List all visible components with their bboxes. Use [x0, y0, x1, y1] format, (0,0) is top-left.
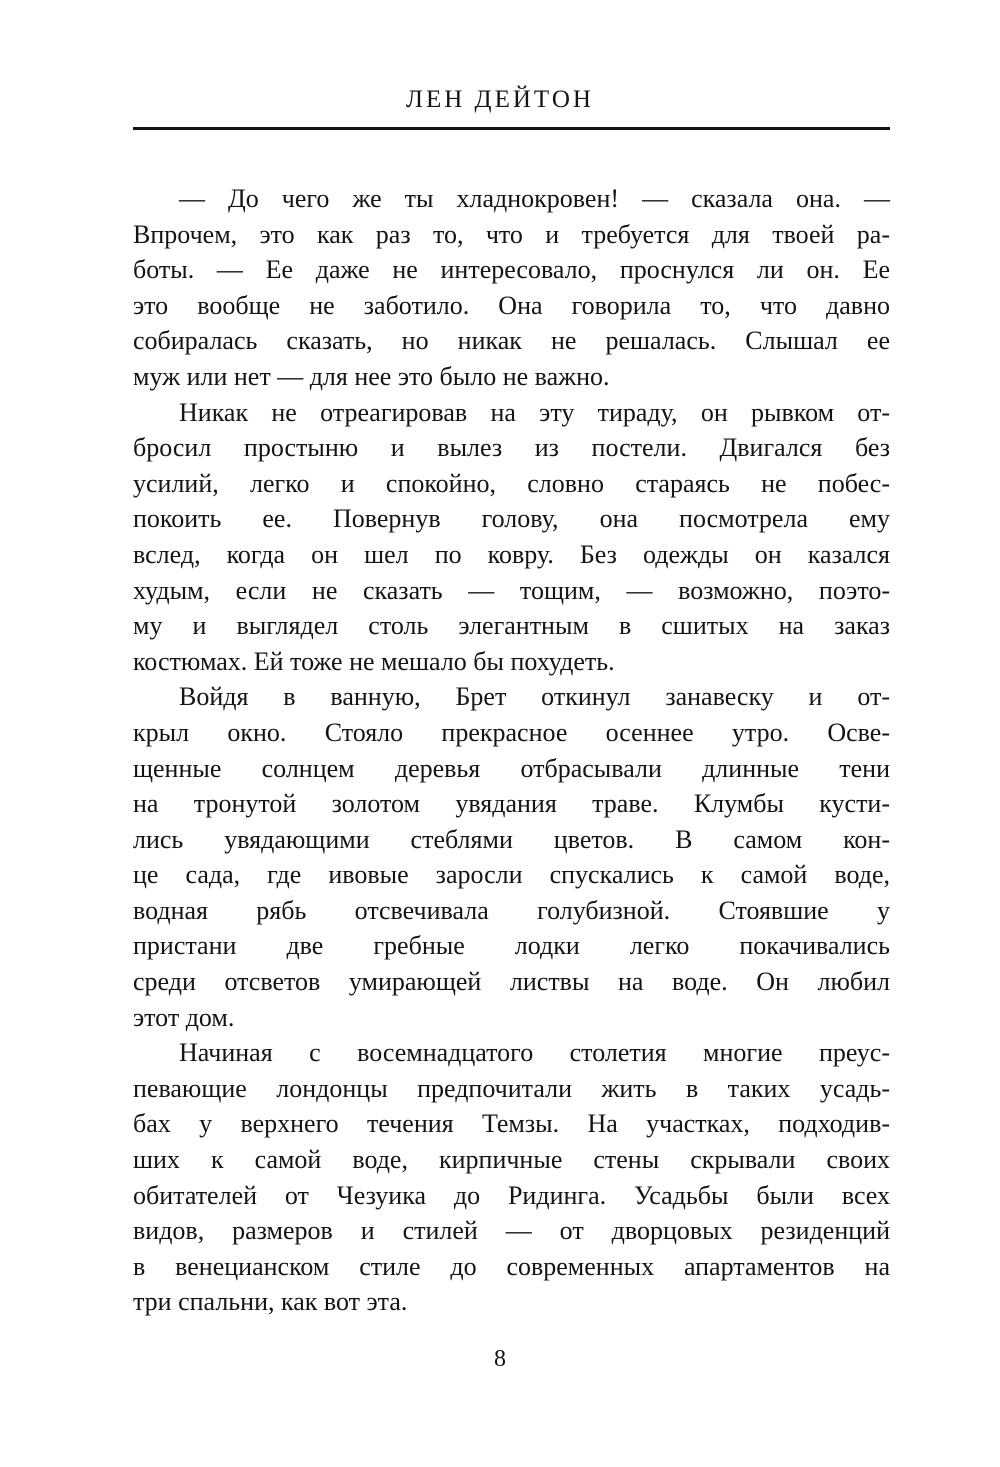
text-line: три спальни, как вот эта. — [133, 1287, 408, 1317]
text-line: — До чего же ты хладнокровен! — сказала она. — — [179, 184, 890, 213]
text-line: му и выглядел столь элегантным в сшитых на заказ — [133, 611, 890, 641]
page-number: 8 — [494, 1346, 506, 1372]
text-line: костюмах. Ей тоже не мешало бы похудеть. — [133, 646, 615, 676]
text-line: худым, если не сказать — тощим, — возможно, поэто- — [133, 575, 890, 605]
text-line: в венецианском стиле до современных апартаментов на — [133, 1251, 890, 1281]
text-line: муж или нет — для нее это было не важно. — [133, 361, 610, 391]
text-line: Войдя в ванную, Брет откинул занавеску и от- — [179, 682, 890, 712]
paragraph — [133, 679, 890, 1035]
text-line: певающие лондонцы предпочитали жить в таких усадь- — [133, 1073, 890, 1103]
text-line: пристани две гребные лодки легко покачивались — [133, 931, 890, 961]
text-line: Никак не отреагировав на эту тираду, он рывком от- — [179, 397, 890, 427]
header-rule — [133, 127, 890, 130]
text-line: среди отсветов умирающей листвы на воде. Он любил — [133, 967, 890, 997]
body-text — [133, 181, 890, 1320]
text-line: щенные солнцем деревья отбрасывали длинные тени — [133, 753, 890, 783]
text-line: лись увядающими стеблями цветов. В самом кон- — [133, 824, 890, 854]
text-line: ших к самой воде, кирпичные стены скрывали своих — [133, 1145, 890, 1175]
paragraph — [133, 395, 890, 680]
text-line: бах у верхнего течения Темзы. На участках, подходив- — [133, 1109, 890, 1139]
paragraph — [133, 1035, 890, 1320]
text-line: обитателей от Чезуика до Ридинга. Усадьбы были всех — [133, 1180, 890, 1210]
text-line: водная рябь отсвечивала голубизной. Стоявшие у — [133, 895, 890, 925]
text-line: боты. — Ее даже не интересовало, проснулся ли он. Ее — [133, 255, 890, 285]
text-line: Впрочем, это как раз то, что и требуется для твоей ра- — [133, 219, 890, 249]
text-line: вслед, когда он шел по ковру. Без одежды он казался — [133, 539, 890, 569]
paragraph — [133, 181, 890, 395]
text-line: этот дом. — [133, 1002, 235, 1032]
text-line: это вообще не заботило. Она говорила то, что давно — [133, 290, 890, 320]
text-line: крыл окно. Стояло прекрасное осеннее утро. Осве- — [133, 717, 890, 747]
text-line: бросил простыню и вылез из постели. Двигался без — [133, 433, 890, 463]
running-head-title: ЛЕН ДЕЙТОН — [406, 86, 594, 113]
text-line: усилий, легко и спокойно, словно стараясь не побес- — [133, 468, 890, 498]
text-line: це сада, где ивовые заросли спускались к самой воде, — [133, 860, 890, 890]
text-line: видов, размеров и стилей — от дворцовых резиденций — [133, 1216, 890, 1246]
text-line: собиралась сказать, но никак не решалась. Слышал ее — [133, 326, 890, 356]
text-line: на тронутой золотом увядания траве. Клумбы кусти- — [133, 789, 890, 819]
text-line: Начиная с восемнадцатого столетия многие преус- — [179, 1038, 890, 1068]
text-line: покоить ее. Повернув голову, она посмотрела ему — [133, 504, 890, 534]
